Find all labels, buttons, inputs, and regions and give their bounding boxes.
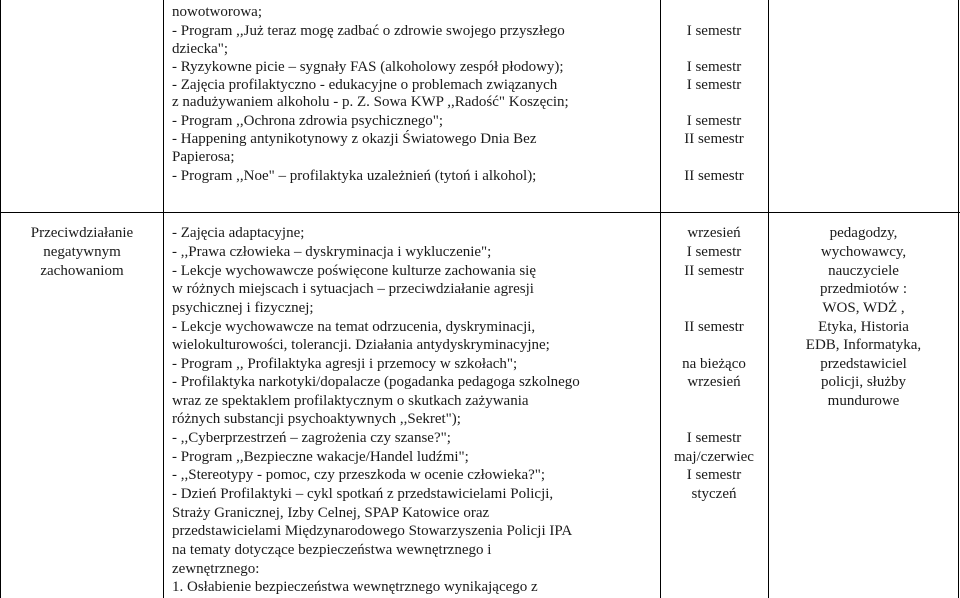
activity-line: - Program ,,Ochrona zdrowia psychicznego"; — [172, 113, 444, 129]
responsible-line: przedmiotów : — [819, 281, 908, 297]
activity-line: - Zajęcia profilaktyczno - edukacyjne o problemach związanych — [172, 77, 558, 93]
term-line: I semestr — [686, 430, 742, 446]
term-line: I semestr — [686, 23, 742, 39]
responsible-line: przedstawiciel — [820, 356, 907, 372]
term-line: wrzesień — [687, 374, 741, 390]
area-line: Przeciwdziałanie — [30, 225, 134, 241]
area-line: negatywnym — [43, 244, 121, 260]
term-line: styczeń — [691, 486, 737, 502]
activity-line: różnych substancji psychoaktywnych ,,Sekret"); — [172, 411, 461, 427]
term-line: I semestr — [686, 59, 742, 75]
activity-line: Straży Granicznej, Izby Celnej, SPAP Katowice oraz — [172, 505, 490, 521]
term-line: I semestr — [686, 467, 742, 483]
activity-line: 1. Osłabienie bezpieczeństwa wewnętrznego wynikającego z — [172, 579, 538, 595]
activity-line: - Profilaktyka narkotyki/dopalacze (pogadanka pedagoga szkolnego — [172, 374, 580, 390]
activity-line: - Ryzykowne picie – sygnały FAS (alkoholowy zespół płodowy); — [172, 59, 564, 75]
responsible-line: wychowawcy, — [820, 244, 907, 260]
activity-line: z nadużywaniem alkoholu - p. Z. Sowa KWP ,,Radość" Koszęcin; — [172, 94, 569, 110]
responsible-line: mundurowe — [827, 393, 900, 409]
term-line: II semestr — [684, 131, 744, 147]
activity-line: na tematy dotyczące bezpieczeństwa wewnętrznego i — [172, 542, 492, 558]
activity-line: - Program ,,Bezpieczne wakacje/Handel ludźmi"; — [172, 449, 469, 465]
activity-line: - Lekcje wychowawcze na temat odrzucenia, dyskryminacji, — [172, 319, 536, 335]
activity-line: - Happening antynikotynowy z okazji Światowego Dnia Bez — [172, 131, 537, 147]
activity-line: zewnętrznego: — [172, 561, 260, 577]
activity-line: - ,,Prawa człowieka – dyskryminacja i wykluczenie"; — [172, 244, 492, 260]
table-border-right — [958, 0, 959, 598]
term-line: II semestr — [684, 319, 744, 335]
activity-line: Papierosa; — [172, 149, 235, 165]
responsible-line: Etyka, Historia — [818, 319, 909, 335]
activity-line: - ,,Cyberprzestrzeń – zagrożenia czy szanse?"; — [172, 430, 451, 446]
table-border-left — [0, 0, 1, 598]
activity-line: w różnych miejscach i sytuacjach – przeciwdziałanie agresji — [172, 281, 534, 297]
activity-line: - Lekcje wychowawcze poświęcone kulturze zachowania się — [172, 263, 536, 279]
table-border-col1 — [163, 0, 164, 598]
activity-line: - Program ,,Już teraz mogę zadbać o zdrowie swojego przyszłego — [172, 23, 565, 39]
term-line: na bieżąco — [682, 356, 746, 372]
table-row-divider — [0, 212, 960, 213]
activity-line: wraz ze spektaklem profilaktycznym o skutkach zażywania — [172, 393, 529, 409]
term-line: II semestr — [684, 168, 744, 184]
activity-line: przedstawicielami Międzynarodowego Stowarzyszenia Policji IPA — [172, 523, 573, 539]
activity-line: dziecka"; — [172, 41, 229, 57]
activity-line: - Zajęcia adaptacyjne; — [172, 225, 305, 241]
activity-line: - ,,Stereotypy - pomoc, czy przeszkoda w ocenie człowieka?"; — [172, 467, 546, 483]
term-line: I semestr — [686, 77, 742, 93]
activity-line: - Program ,, Profilaktyka agresji i przemocy w szkołach"; — [172, 356, 518, 372]
term-line: wrzesień — [687, 225, 741, 241]
responsible-line: pedagodzy, — [829, 225, 898, 241]
term-line: I semestr — [686, 113, 742, 129]
responsible-line: nauczyciele — [828, 263, 899, 279]
activity-line: - Program ,,Noe" – profilaktyka uzależnień (tytoń i alkohol); — [172, 168, 537, 184]
responsible-line: EDB, Informatyka, — [805, 337, 922, 353]
term-line: II semestr — [684, 263, 744, 279]
term-line: maj/czerwiec — [674, 449, 754, 465]
area-line: zachowaniom — [40, 263, 124, 279]
activity-line: - Dzień Profilaktyki – cykl spotkań z przedstawicielami Policji, — [172, 486, 554, 502]
activity-line: wielokulturowości, tolerancji. Działania antydyskryminacyjne; — [172, 337, 550, 353]
activity-line: psychicznej i fizycznej; — [172, 300, 314, 316]
term-line: I semestr — [686, 244, 742, 260]
activity-line: nowotworowa; — [172, 4, 262, 20]
responsible-line: WOS, WDŻ , — [822, 300, 905, 316]
responsible-line: policji, służby — [821, 374, 906, 390]
